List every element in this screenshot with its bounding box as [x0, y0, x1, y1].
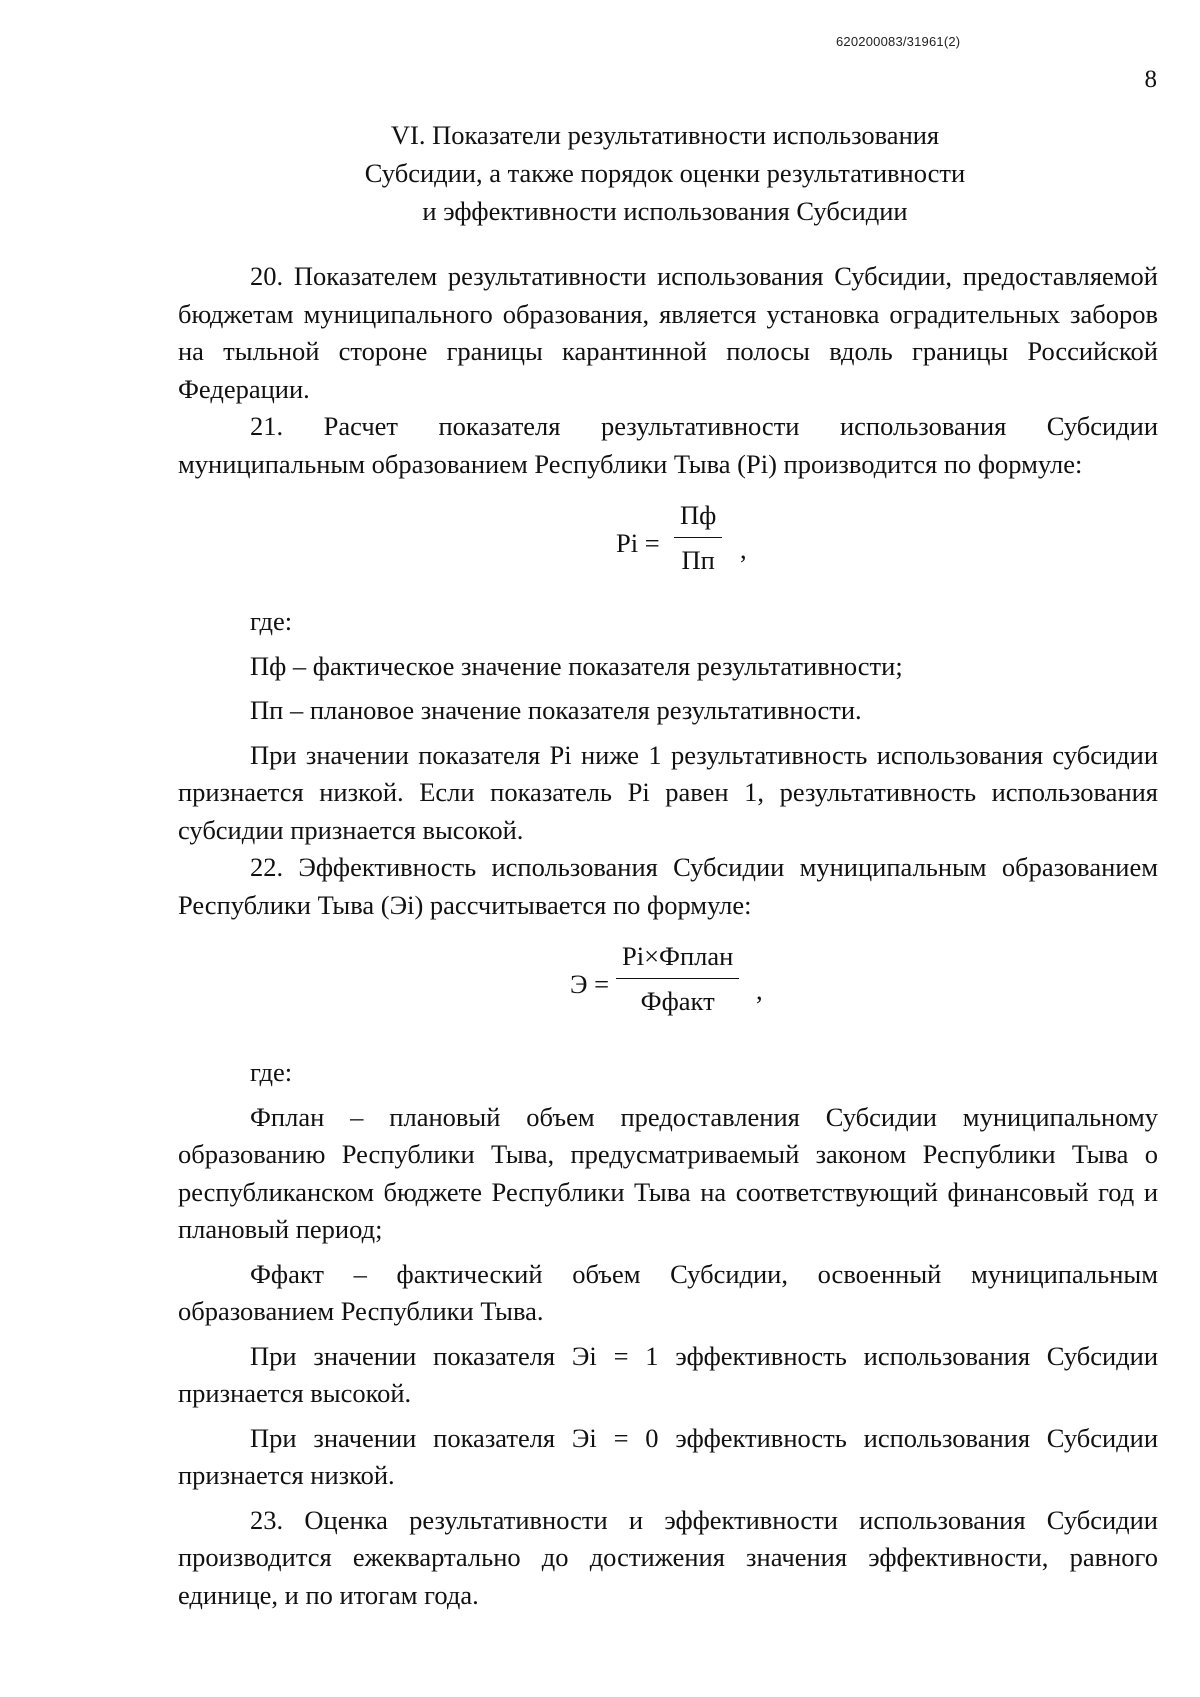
document-body — [178, 258, 1158, 1614]
paragraph-e-high: При значении показателя Эi = 1 эффективность использования Субсидии признается высокой. — [178, 1340, 1158, 1408]
formula-e-numerator: Pi×Фплан — [616, 938, 739, 979]
formula-pi — [178, 483, 1158, 603]
heading-line-1: VI. Показатели результативности использования — [390, 120, 940, 150]
heading-line-3: и эффективности использования Субсидии — [422, 196, 908, 226]
where-label-1: где: — [250, 606, 293, 636]
heading-line-2: Субсидии, а также порядок оценки результативности — [364, 158, 966, 188]
formula-pi-fraction — [674, 497, 722, 579]
formula-pi-comma: , — [740, 534, 747, 564]
page-number: 8 — [1144, 66, 1157, 93]
definition-pp: Пп – плановое значение показателя результативности. — [250, 695, 862, 725]
formula-pi-numerator: Пф — [674, 497, 722, 538]
formula-e-comma: , — [756, 975, 763, 1005]
definition-pf: Пф – фактическое значение показателя результативности; — [250, 650, 903, 681]
formula-e-fraction — [616, 938, 739, 1020]
formula-e-lhs: Э = — [570, 969, 610, 999]
section-heading — [0, 116, 1200, 230]
paragraph-22: 22. Эффективность использования Субсидии муниципальным образованием Республики Тыва (Эi) рассчитывается по формуле: — [178, 852, 1158, 920]
where-label-2: где: — [250, 1057, 293, 1087]
paragraph-e-low: При значении показателя Эi = 0 эффективность использования Субсидии признается низкой. — [178, 1422, 1158, 1490]
definition-fplan: Фплан – плановый объем предоставления Субсидии муниципальному образованию Республики Тыва, предусматриваемый законом Республики Тыва о республиканском бюджете Республики Тыва на соответствующий финансовый год и плановый период; — [178, 1101, 1158, 1244]
paragraph-23: 23. Оценка результативности и эффективности использования Субсидии производится ежеквартально до достижения значения эффективности, равного единице, и по итогам года. — [178, 1504, 1158, 1610]
definition-ffakt: Ффакт – фактический объем Субсидии, освоенный муниципальным образованием Республики Тыва. — [178, 1258, 1158, 1326]
paragraph-pi-evaluation: При значении показателя Pi ниже 1 результативность использования субсидии признается низкой. Если показатель Pi равен 1, результативность использования субсидии признается высокой. — [178, 739, 1158, 845]
formula-pi-lhs: Pi = — [616, 528, 660, 558]
paragraph-21: 21. Расчет показателя результативности использования Субсидии муниципальным образованием Республики Тыва (Pi) производится по формуле: — [178, 411, 1158, 479]
paragraph-20: 20. Показателем результативности использования Субсидии, предоставляемой бюджетам муниципального образования, является установка оградительных заборов на тыльной стороне границы карантинной полосы вдоль границы Российской Федерации. — [178, 261, 1158, 404]
document-id: 620200083/31961(2) — [836, 34, 961, 49]
formula-e-denominator: Ффакт — [640, 985, 715, 1016]
formula-e — [178, 924, 1158, 1054]
formula-pi-denominator: Пп — [681, 544, 715, 575]
